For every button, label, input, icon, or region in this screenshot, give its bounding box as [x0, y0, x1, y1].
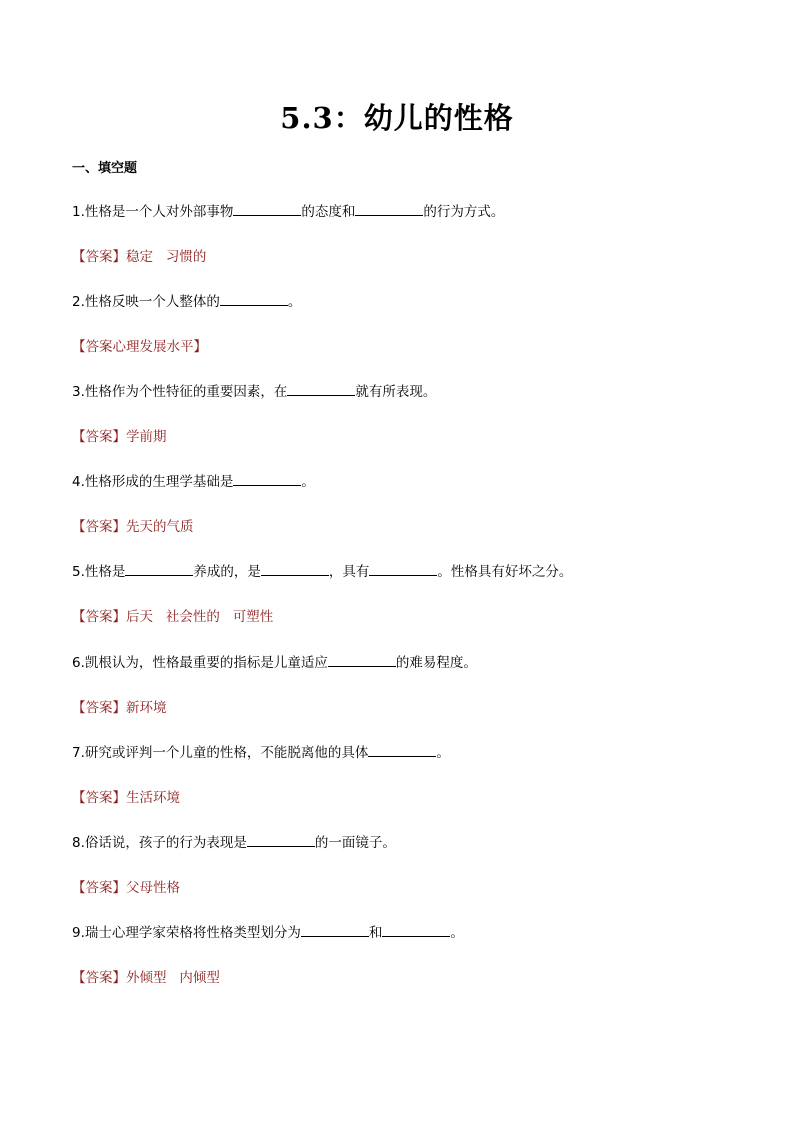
question-segment: 的态度和 — [301, 204, 356, 220]
question-segment: 5.性格是 — [72, 564, 126, 581]
fill-in-blank — [125, 561, 193, 576]
answer-text: 【答案】学前期 — [72, 429, 167, 446]
answer-text: 【答案】新环境 — [72, 699, 167, 716]
answer-text: 【答案】先天的气质 — [72, 519, 194, 536]
question-segment: 和 — [368, 924, 383, 941]
question-segment: 。 — [436, 744, 450, 761]
qa-item — [72, 381, 732, 447]
qa-item — [72, 291, 732, 357]
fill-in-blank — [261, 561, 329, 576]
question-text — [72, 742, 732, 763]
qa-item — [72, 561, 732, 627]
qa-item — [72, 922, 732, 988]
question-segment: 2.性格反映一个人整体的 — [72, 294, 220, 311]
page-title: 5.3：幼儿的性格 — [280, 101, 514, 135]
question-text — [72, 832, 732, 853]
qa-item — [72, 201, 732, 267]
question-segment: 。 — [287, 294, 302, 311]
question-text — [72, 652, 732, 673]
question-segment: 的行为方式。 — [423, 204, 505, 220]
fill-in-blank — [368, 742, 436, 757]
fill-in-blank — [287, 381, 355, 396]
question-text — [72, 922, 732, 943]
qa-item — [72, 652, 732, 718]
question-segment: 6.凯根认为，性格最重要的指标是儿童适应 — [72, 654, 328, 671]
qa-item — [72, 832, 732, 898]
fill-in-blank — [369, 561, 437, 576]
question-text — [72, 201, 732, 222]
question-segment: 养成的，是 — [193, 564, 261, 581]
question-segment: 7.研究或评判一个儿童的性格，不能脱离他的具体 — [72, 744, 369, 761]
section-heading: 一、填空题 — [72, 161, 138, 176]
question-segment: 的一面镜子。 — [314, 834, 396, 851]
question-text — [72, 471, 732, 492]
question-segment: 8.俗话说，孩子的行为表现是 — [72, 834, 247, 851]
answer-text: 【答案心理发展水平】 — [72, 339, 207, 356]
question-text — [72, 291, 732, 312]
qa-item — [72, 471, 732, 537]
question-segment: 。 — [301, 474, 315, 491]
question-segment: 。 — [450, 924, 464, 941]
question-segment: 3.性格作为个性特征的重要因素，在 — [72, 384, 288, 401]
fill-in-blank — [220, 291, 288, 306]
answer-text: 【答案】外倾型 内倾型 — [72, 969, 220, 986]
fill-in-blank — [233, 201, 301, 216]
fill-in-blank — [247, 832, 315, 847]
question-segment: 。性格具有好坏之分。 — [437, 564, 573, 581]
qa-item — [72, 742, 732, 808]
fill-in-blank — [233, 471, 301, 486]
question-segment: 9.瑞士心理学家荣格将性格类型划分为 — [72, 924, 301, 941]
answer-text: 【答案】后天 社会性的 可塑性 — [72, 609, 274, 626]
answer-text: 【答案】父母性格 — [72, 879, 180, 896]
fill-in-blank — [328, 652, 396, 667]
question-segment: 4.性格形成的生理学基础是 — [72, 474, 234, 491]
answer-text: 【答案】生活环境 — [72, 789, 180, 806]
question-text — [72, 381, 732, 402]
fill-in-blank — [355, 201, 423, 216]
question-segment: 的难易程度。 — [395, 654, 477, 671]
answer-text: 【答案】稳定 习惯的 — [72, 249, 207, 265]
question-segment: 就有所表现。 — [355, 384, 437, 401]
question-segment: 1.性格是一个人对外部事物 — [72, 204, 234, 220]
question-segment: ，具有 — [328, 564, 370, 581]
fill-in-blank — [382, 922, 450, 937]
fill-in-blank — [301, 922, 369, 937]
question-text — [72, 561, 732, 582]
